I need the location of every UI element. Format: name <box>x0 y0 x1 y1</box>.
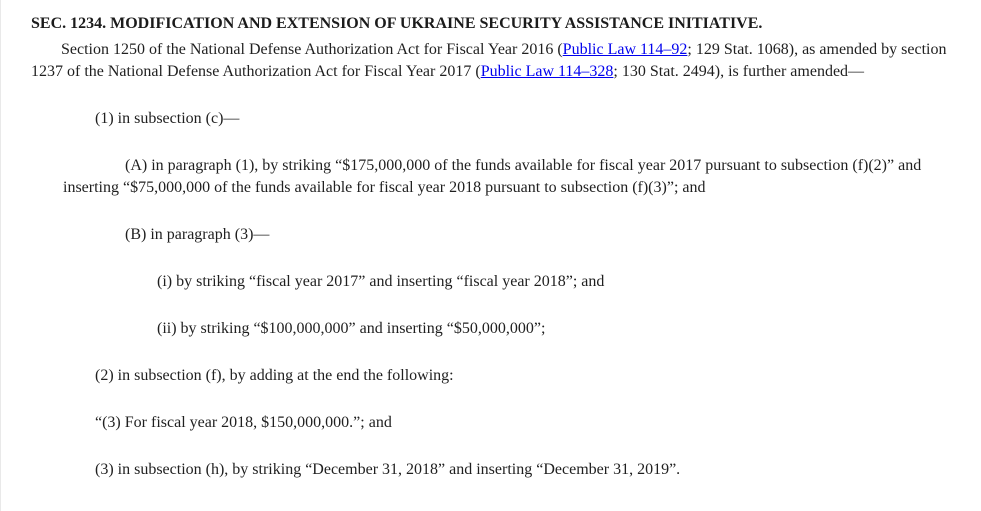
bill-paragraph-1B: (B) in paragraph (3)— <box>125 226 270 243</box>
bill-paragraph-3: (3) in subsection (h), by striking “December 31, 2018” and inserting “December 31, 2019”. <box>95 461 681 478</box>
bill-paragraph-1A: (A) in paragraph (1), by striking “$175,000,000 of the funds available for fiscal year 2017 pursuant to subsection (f)(2)” and inserting “$75,000,000 of the funds available for fiscal year 2018 pursuant to subsection (f)(3)”; and <box>63 157 922 196</box>
intro-paragraph <box>31 39 953 83</box>
bill-paragraph-quoted-3: “(3) For fiscal year 2018, $150,000,000.”; and <box>95 414 392 431</box>
section-heading: SEC. 1234. MODIFICATION AND EXTENSION OF UKRAINE SECURITY ASSISTANCE INITIATIVE. <box>31 15 763 32</box>
bill-paragraph-1: (1) in subsection (c)— <box>95 110 240 127</box>
intro-text-part1: Section 1250 of the National Defense Authorization Act for Fiscal Year 2016 ( <box>61 41 563 58</box>
bill-paragraph-1B-i: (i) by striking “fiscal year 2017” and inserting “fiscal year 2018”; and <box>157 273 605 290</box>
intro-text-part2: ; 129 Stat. 1068), as amended by section 1237 of the National Defense Authorization Act for Fiscal Year 2017 ( <box>31 41 947 80</box>
bill-paragraph-2: (2) in subsection (f), by adding at the end the following: <box>95 367 454 384</box>
public-law-114-92-link[interactable]: Public Law 114–92 <box>562 41 688 58</box>
intro-text-part3: ; 130 Stat. 2494), is further amended— <box>613 63 865 80</box>
bill-paragraph-1B-ii: (ii) by striking “$100,000,000” and inserting “$50,000,000”; <box>157 320 546 337</box>
public-law-114-328-link[interactable]: Public Law 114–328 <box>480 63 614 80</box>
